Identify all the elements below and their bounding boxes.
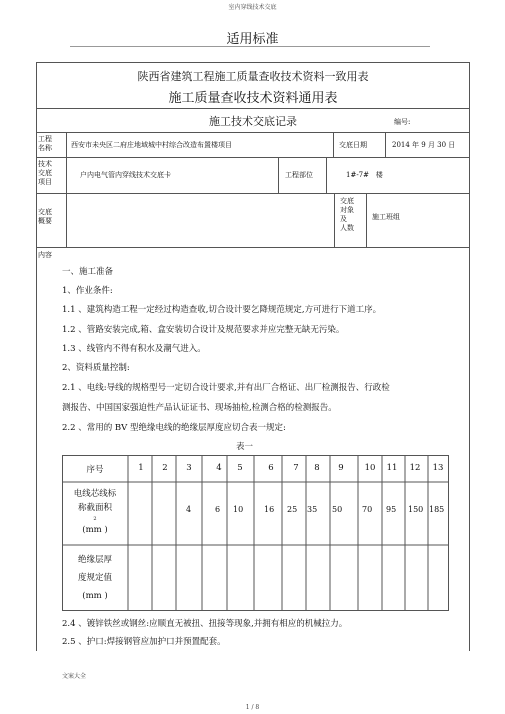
rule-under-titles [36,108,470,109]
col-number: 11 [386,463,398,473]
col-sep-target-value [366,193,367,247]
col-number: 6 [268,463,274,473]
col-number: 7 [293,463,299,473]
size-value: 25 [287,505,298,514]
size-value: 10 [233,505,244,514]
col-number: 3 [186,463,192,473]
size-value: 70 [362,505,373,514]
rule-under-record-title [36,132,470,133]
size-value: 4 [186,505,192,514]
size-value: 150 [408,505,424,514]
record-title: 施工技术交底记录 [209,115,297,128]
col-number: 12 [409,463,421,473]
col-number: 1 [138,463,144,473]
content-line: 2.2 、常用的 BV 型绝缘电线的绝缘层厚度应切合表一规定: [62,423,286,433]
col-number: 10 [364,463,376,473]
col-sep-part [278,157,279,193]
col-number: 8 [314,463,320,473]
size-value: 50 [332,505,343,514]
rule-row1 [36,157,470,158]
standard-title: 适用标准 [226,32,279,47]
content-line: 1.3 、线管内不得有积水及潮气进入。 [62,344,206,354]
col-number: 13 [432,463,444,473]
project-name-label: 工程 名称 [38,135,52,152]
col-number: 4 [216,463,222,473]
footer-label: 文案大全 [62,673,87,680]
content-line: 2.4 、镀锌铁丝或钢丝:应顺直无被扭、扭接等现象,并拥有相应的机械拉力。 [62,619,348,629]
form-title-2: 施工质量查收技术资料通用表 [168,91,338,106]
form-title-1: 陕西省建筑工程施工质量查收技术资料一致用表 [137,70,369,83]
date-label: 交底日期 [339,141,367,149]
content-line: 1.1 、建筑构造工程一定经过构造查收,切合设计要乞降规范规定,方可进行下道工序。 [62,305,382,315]
content-line: 2.1 、电线:导线的规格型号一定切合设计要求,并有出厂合格证、出厂检测报告、行政检 [62,383,390,393]
col-sep-part-value [326,157,327,193]
target-label: 交底 对象 及 人数 [340,197,354,232]
size-value: 95 [386,505,397,514]
col-sep-date [333,132,334,157]
size-value: 6 [215,505,221,514]
target-value: 施工班组 [372,213,400,221]
table-caption: 表一 [236,442,254,452]
page-number: 1 / 8 [245,704,260,711]
size-value: 185 [429,505,445,514]
title-underline [70,46,430,47]
row-label-cross-section: 电线芯线标 称截面积 2 (mm ) [73,489,117,535]
size-value: 16 [264,505,275,514]
col-number: 5 [237,463,243,473]
project-name-value: 西安市未央区二府庄地域城中村综合改造布置楼项目 [71,141,232,149]
tech-item-label: 技术 交底 项目 [38,160,52,186]
size-value: 35 [307,505,318,514]
content-line: 1、作业条件: [62,286,113,296]
insulation-table [62,455,449,611]
col-sep-target [334,193,335,247]
date-value: 2014 年 9 月 30 日 [392,141,456,149]
rule-row3 [36,247,470,248]
col-sep-label [66,132,67,247]
content-line: 测报告、中国国家强迫性产品认证证书、现场抽检,检测合格的检测报告。 [62,403,337,413]
content-line: 2.5 、护口:焊接钢管应加护口并预置配套。 [62,637,226,647]
summary-label: 交底 概要 [38,208,52,225]
running-header: 室内穿线技术交底 [228,4,277,11]
col-number: 2 [162,463,168,473]
content-label: 内容 [38,251,52,259]
col-sep-date-value [385,132,386,157]
col-header-seq: 序号 [86,465,104,475]
col-number: 9 [338,463,344,473]
content-line: 一、施工准备 [62,267,114,277]
row-label-insulation-thickness: 绝缘层厚 度规定值 (mm ) [77,555,112,601]
part-label: 工程部位 [285,171,313,179]
content-line: 1.2 、管路安装完成,箱、盒安装切合设计及规范要求并应完整无缺无污染。 [62,325,345,335]
number-label: 编号: [394,118,411,126]
tech-item-value: 户内电气管内穿线技术交底卡 [80,171,171,179]
part-value: 1#-7# 楼 [346,171,383,179]
rule-row2 [36,193,470,194]
content-line: 2、资料质量控制: [62,363,130,373]
